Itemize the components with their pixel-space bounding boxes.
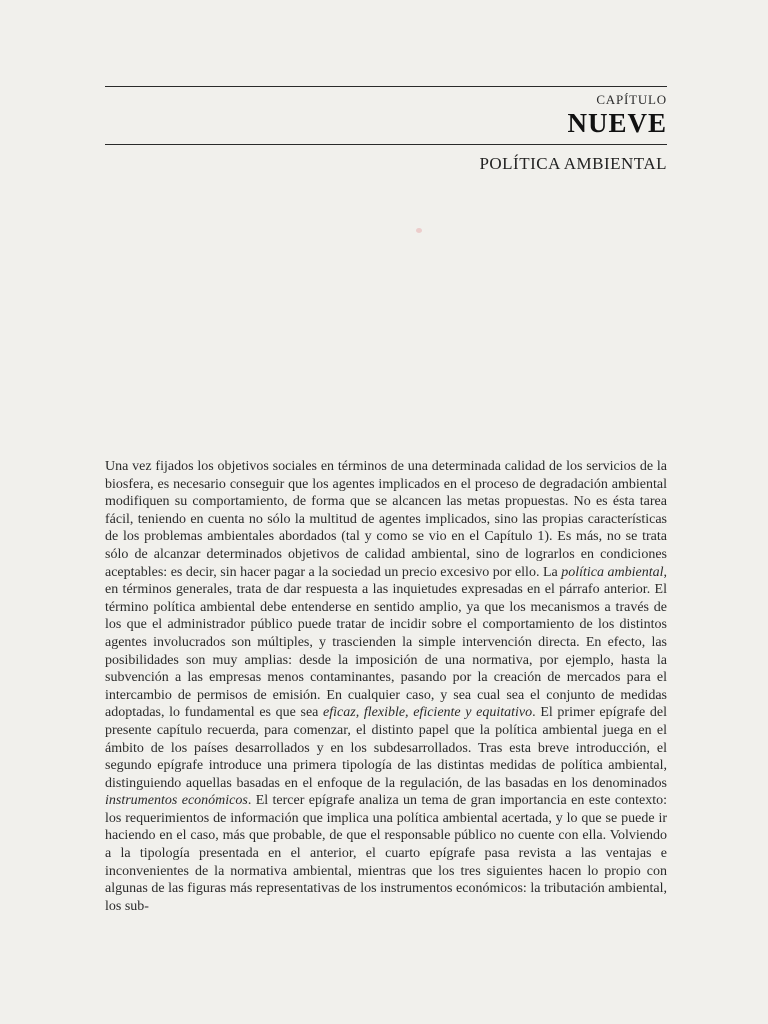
body-italic-term: eficaz, flexible, eficiente y equitativo <box>323 705 533 721</box>
heading-rule <box>105 144 667 145</box>
top-rule <box>105 86 667 87</box>
body-text: . El primer epígrafe del presente capítulo recuerda, para comenzar, el distinto papel que la política ambiental juega en el ámbito de los países desarrollados y en los subdesarrollados. Tras esta breve introducción, el segundo epígrafe introduce una primera tipología de las distintas medidas de política ambiental, distinguiendo aquellas basadas en el enfoque de la regulación, de las basadas en los denominados <box>105 705 668 791</box>
chapter-title: POLÍTICA AMBIENTAL <box>479 154 667 173</box>
chapter-label: CAPÍTULO <box>596 92 667 107</box>
body-italic-term: instrumentos económicos <box>105 793 248 809</box>
body-italic-term: política ambiental <box>561 564 664 580</box>
body-text: , en términos generales, trata de dar respuesta a las inquietudes expresadas en el párrafo anterior. El término política ambiental debe entenderse en sentido amplio, ya que los mecanismos a través de los que el administrador público puede tratar de incidir sobre el comportamiento de los distintos agentes involucrados son múltiples, y trascienden la simple intervención directa. En efecto, las posibilidades son muy amplias: desde la imposición de una normativa, por ejemplo, hasta la subvención a las empresas menos contaminantes, pasando por la creación de mercados para el intercambio de permisos de emisión. En cualquier caso, y sea cual sea el conjunto de medidas adoptadas, lo fundamental es que sea <box>105 564 668 721</box>
scan-speck <box>416 228 422 233</box>
body-text: Una vez fijados los objetivos sociales en términos de una determinada calidad de los servicios de la biosfera, es necesario conseguir que los agentes implicados en el proceso de degradación ambiental modifiquen su comportamiento, de forma que se alcancen las metas propuestas. No es ésta tarea fácil, teniendo en cuenta no sólo la multitud de agentes implicados, sino las propias características de los problemas ambientales abordados (tal y como se vio en el Capítulo 1). Es más, no se trata sólo de alcanzar determinados objetivos de calidad ambiental, sino de lograrlos en condiciones aceptables: es decir, sin hacer pagar a la sociedad un precio excesivo por ello. La <box>105 459 667 580</box>
chapter-number: NUEVE <box>567 108 667 138</box>
body-paragraph <box>105 458 667 915</box>
body-text: . El tercer epígrafe analiza un tema de gran importancia en este contexto: los requerimientos de información que implica una política ambiental acertada, y lo que se puede ir haciendo en el caso, más que probable, de que el responsable público no cuente con ella. Volviendo a la tipología presentada en el anterior, el cuarto epígrafe pasa revista a las ventajas e inconvenientes de la normativa ambiental, mientras que los tres siguientes hacen lo propio con algunas de las figuras más representativas de los instrumentos económicos: la tributación ambiental, los sub- <box>105 793 667 914</box>
